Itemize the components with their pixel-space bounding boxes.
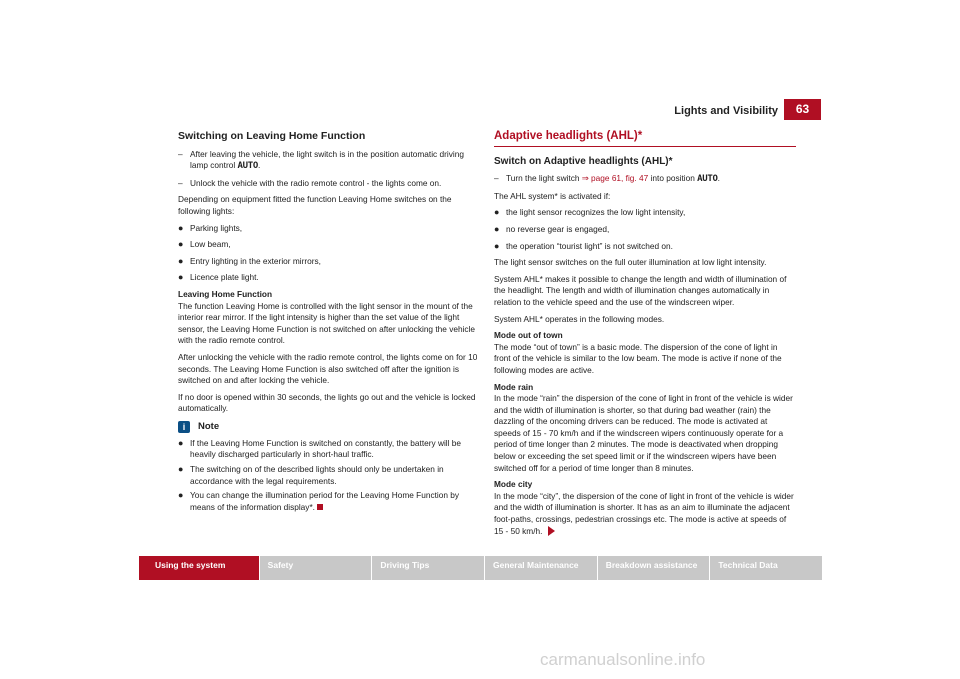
- tab-breakdown-assistance[interactable]: Breakdown assistance: [598, 556, 711, 580]
- intro-paragraph: Depending on equipment fitted the function Leaving Home switches on the following lights:: [178, 194, 452, 216]
- list-item: [178, 256, 478, 268]
- note-header: [178, 421, 478, 433]
- ahl-section-title: Adaptive headlights (AHL)*: [494, 131, 796, 147]
- list-item: [494, 207, 796, 219]
- note-item: [178, 464, 478, 487]
- dash-marker: –: [178, 148, 183, 159]
- list-item-text: Parking lights,: [190, 222, 243, 233]
- note-icon: i: [178, 421, 190, 433]
- step-text: Turn the light switch: [506, 173, 580, 184]
- mode-city-text: In the mode “city”, the dispersion of the cone of light in front of the vehicle is wider and the width of illumination is shorter. It has as an aim to illuminate the adjacent foot-paths, crossings, pedestrian crossings etc. The mode is active at speeds of 15 - 50 km/h.: [494, 490, 794, 536]
- bullet-icon: ●: [494, 207, 500, 218]
- body-paragraph: System AHL* operates in the following modes.: [494, 313, 665, 324]
- left-column: [178, 131, 478, 516]
- mode-title: Mode city: [494, 479, 533, 490]
- dash-marker: –: [494, 173, 499, 184]
- watermark: carmanualsonline.info: [540, 650, 706, 669]
- step-item: [494, 173, 796, 186]
- list-item-text: no reverse gear is engaged,: [506, 223, 610, 234]
- bullet-icon: ●: [178, 222, 184, 233]
- tab-safety[interactable]: Safety: [260, 556, 373, 580]
- bullet-icon: ●: [178, 490, 184, 501]
- auto-symbol: AUTO: [237, 161, 258, 172]
- section-end-icon: [317, 504, 323, 510]
- bullet-icon: ●: [494, 223, 500, 234]
- leaving-home-heading: Switching on Leaving Home Function: [178, 130, 366, 142]
- list-item: [494, 241, 796, 253]
- body-paragraph: The light sensor switches on the full outer illumination at low light intensity.: [494, 257, 767, 268]
- bullet-icon: ●: [178, 437, 184, 448]
- tab-using-the-system[interactable]: Using the system: [139, 556, 260, 580]
- step-text: Unlock the vehicle with the radio remote control - the lights come on.: [190, 177, 442, 188]
- mode-title: Mode out of town: [494, 330, 563, 341]
- list-item-text: Licence plate light.: [190, 272, 259, 283]
- tab-driving-tips[interactable]: Driving Tips: [372, 556, 485, 580]
- page-number: 63: [784, 99, 821, 120]
- dash-marker: –: [178, 177, 183, 188]
- note-item: [178, 438, 478, 461]
- list-item: [494, 224, 796, 236]
- mode-text: The mode “out of town” is a basic mode. The dispersion of the cone of light in front of the vehicle is similar to the low beam. The mode is active if none of the following modes are active.: [494, 341, 782, 375]
- bullet-icon: ●: [178, 272, 184, 283]
- ahl-subheading: Switch on Adaptive headlights (AHL)*: [494, 155, 673, 167]
- auto-symbol: AUTO: [697, 174, 718, 185]
- activated-paragraph: The AHL system* is activated if:: [494, 190, 611, 201]
- tab-general-maintenance[interactable]: General Maintenance: [485, 556, 598, 580]
- step-end: .: [717, 173, 720, 184]
- continue-arrow-icon: [548, 526, 555, 536]
- leaving-home-subhead: Leaving Home Function: [178, 288, 273, 299]
- right-column: [494, 131, 796, 542]
- mode-title: Mode rain: [494, 381, 534, 392]
- note-title: Note: [198, 421, 220, 433]
- note-text: The switching on of the described lights should only be undertaken in accordance with the legal requirements.: [190, 464, 444, 486]
- bullet-icon: ●: [494, 240, 500, 251]
- body-paragraph: The function Leaving Home is controlled with the light sensor in the mount of the interior rear mirror. If the light intensity is higher than the set value of the light sensor, the Leaving Home Function is not switched on after unlocking the vehicle with the radio remote control.: [178, 300, 476, 346]
- bullet-icon: ●: [178, 464, 184, 475]
- page-reference-link[interactable]: ⇒ page 61, fig. 47: [581, 173, 649, 184]
- step-end: .: [258, 160, 261, 171]
- list-item: [178, 272, 478, 284]
- note-text: If the Leaving Home Function is switched on constantly, the battery will be heavily discharged particularly in short-haul traffic.: [190, 437, 462, 460]
- mode-text: In the mode “rain” the dispersion of the cone of light in front of the vehicle is wider and the width of illumination is shorter, so that during bad weather (rain) the dazzling of the oncoming drivers can be reduced. The mode is activated at speeds of 15 - 70 km/h and if the windscreen wipers continuously operate for a period of time longer than 2 minutes. The mode is deactivated when dropping below or exceeding the set speed limit or if the windscreen wipers have been switched off for a period of time longer than 8 minutes.: [494, 393, 793, 473]
- body-paragraph: System AHL* makes it possible to change the length and width of illumination of the headlight. The length and width of illumination changes automatically in relation to the vehicle speed and the use of the windscreen wiper.: [494, 273, 787, 307]
- body-paragraph: After unlocking the vehicle with the radio remote control, the lights come on for 10 seconds. The Leaving Home Function is also switched off after the ignition is switched on and after locking the vehicle.: [178, 351, 478, 386]
- step-item: [178, 178, 478, 190]
- step-text-after: into position: [650, 173, 695, 184]
- note-text: You can change the illumination period for the Leaving Home Function by means of the information display*.: [190, 490, 460, 512]
- list-item: [178, 223, 478, 235]
- mode-text: [494, 491, 796, 537]
- list-item: [178, 239, 478, 251]
- running-header: Lights and Visibility: [674, 105, 778, 117]
- body-paragraph: If no door is opened within 30 seconds, the lights go out and the vehicle is locked automatically.: [178, 391, 476, 414]
- chapter-nav: [139, 556, 822, 580]
- bullet-icon: ●: [178, 255, 184, 266]
- list-item-text: the operation “tourist light” is not switched on.: [506, 240, 673, 251]
- list-item-text: the light sensor recognizes the low light intensity,: [506, 207, 686, 218]
- tab-technical-data[interactable]: Technical Data: [718, 560, 778, 570]
- step-text: After leaving the vehicle, the light switch is in the position automatic driving lamp control: [190, 148, 464, 171]
- step-item: [178, 149, 478, 173]
- list-item-text: Entry lighting in the exterior mirrors,: [190, 255, 321, 266]
- list-item-text: Low beam,: [190, 239, 231, 250]
- note-item: [178, 490, 478, 513]
- bullet-icon: ●: [178, 239, 184, 250]
